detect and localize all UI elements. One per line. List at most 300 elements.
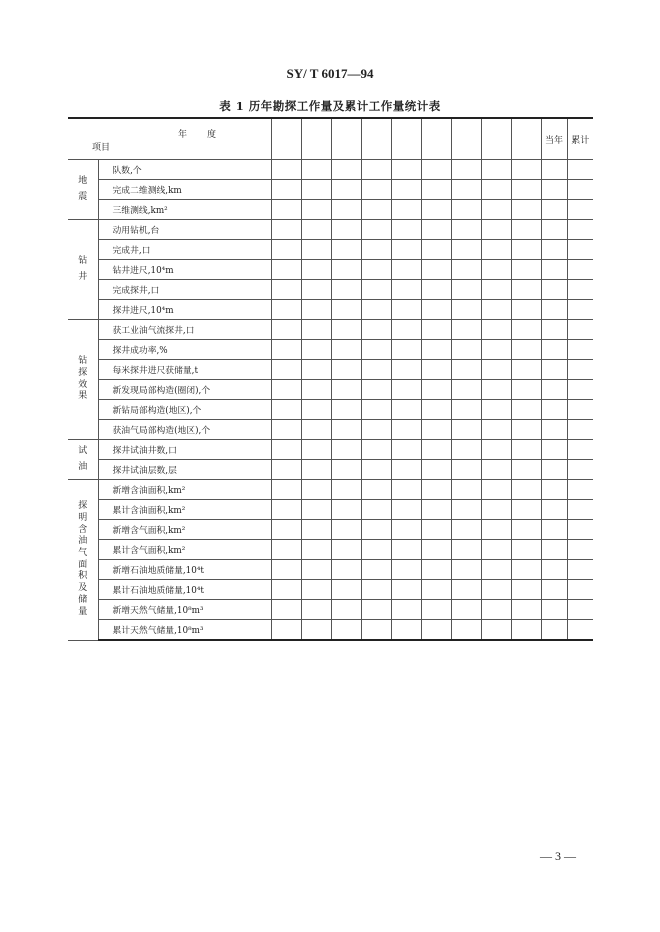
row-item-label: 新钻局部构造(地区),个 <box>98 400 271 420</box>
data-cell <box>331 340 361 360</box>
data-cell <box>301 420 331 440</box>
table-row <box>68 420 593 440</box>
data-cell <box>301 160 331 180</box>
data-cell <box>451 480 481 500</box>
data-cell <box>301 440 331 460</box>
table-row <box>68 440 593 460</box>
row-item-label: 探井试油井数,口 <box>98 440 271 460</box>
data-cell <box>541 600 567 620</box>
data-cell <box>541 440 567 460</box>
data-cell <box>481 440 511 460</box>
table-row <box>68 360 593 380</box>
data-cell <box>331 420 361 440</box>
data-cell <box>301 200 331 220</box>
data-cell <box>361 400 391 420</box>
data-cell <box>511 300 541 320</box>
data-cell <box>511 500 541 520</box>
data-cell <box>511 560 541 580</box>
data-cell <box>481 580 511 600</box>
data-cell <box>567 260 593 280</box>
data-cell <box>271 580 301 600</box>
data-cell <box>271 260 301 280</box>
data-cell <box>567 600 593 620</box>
data-cell <box>511 360 541 380</box>
data-cell <box>301 320 331 340</box>
row-item-label: 累计石油地质储量,10⁴t <box>98 580 271 600</box>
data-cell <box>421 380 451 400</box>
data-cell <box>301 500 331 520</box>
data-cell <box>271 540 301 560</box>
data-cell <box>361 340 391 360</box>
data-cell <box>481 360 511 380</box>
data-cell <box>541 320 567 340</box>
data-cell <box>301 220 331 240</box>
data-cell <box>541 520 567 540</box>
data-cell <box>421 480 451 500</box>
data-cell <box>421 500 451 520</box>
data-cell <box>421 400 451 420</box>
row-item-label: 累计含气面积,km² <box>98 540 271 560</box>
data-cell <box>481 420 511 440</box>
data-cell <box>451 380 481 400</box>
header-row <box>68 118 593 160</box>
data-cell <box>567 200 593 220</box>
data-cell <box>271 420 301 440</box>
row-group-label <box>68 480 98 641</box>
table-row <box>68 580 593 600</box>
year-cell <box>391 118 421 160</box>
data-cell <box>301 340 331 360</box>
row-item-label: 完成探井,口 <box>98 280 271 300</box>
data-cell <box>421 180 451 200</box>
data-cell <box>481 200 511 220</box>
data-cell <box>451 540 481 560</box>
data-cell <box>331 440 361 460</box>
data-cell <box>331 360 361 380</box>
row-group-label <box>68 220 98 320</box>
data-cell <box>271 500 301 520</box>
data-cell <box>391 320 421 340</box>
data-cell <box>361 240 391 260</box>
data-cell <box>331 280 361 300</box>
row-item-label: 累计天然气储量,10⁸m³ <box>98 620 271 641</box>
data-cell <box>511 420 541 440</box>
data-cell <box>511 480 541 500</box>
data-cell <box>421 240 451 260</box>
data-cell <box>421 320 451 340</box>
data-cell <box>391 420 421 440</box>
current-year-header: 当年 <box>541 118 567 160</box>
data-cell <box>331 400 361 420</box>
data-cell <box>301 520 331 540</box>
data-cell <box>361 460 391 480</box>
data-cell <box>511 520 541 540</box>
data-cell <box>511 340 541 360</box>
data-cell <box>481 500 511 520</box>
data-cell <box>301 560 331 580</box>
table-row <box>68 320 593 340</box>
data-cell <box>511 160 541 180</box>
data-cell <box>541 260 567 280</box>
data-cell <box>391 340 421 360</box>
data-cell <box>541 500 567 520</box>
data-cell <box>567 580 593 600</box>
data-cell <box>271 280 301 300</box>
table-row <box>68 520 593 540</box>
data-cell <box>567 560 593 580</box>
data-cell <box>481 240 511 260</box>
data-cell <box>541 360 567 380</box>
data-cell <box>331 520 361 540</box>
data-cell <box>271 620 301 641</box>
data-cell <box>391 380 421 400</box>
data-cell <box>361 420 391 440</box>
data-cell <box>451 420 481 440</box>
data-cell <box>391 520 421 540</box>
data-cell <box>421 520 451 540</box>
data-cell <box>567 420 593 440</box>
row-item-label: 动用钻机,台 <box>98 220 271 240</box>
data-cell <box>511 200 541 220</box>
row-group-text: 地震 <box>78 175 88 202</box>
data-cell <box>541 540 567 560</box>
data-cell <box>361 540 391 560</box>
data-cell <box>331 580 361 600</box>
data-cell <box>391 500 421 520</box>
data-cell <box>567 520 593 540</box>
data-cell <box>361 260 391 280</box>
data-cell <box>541 460 567 480</box>
year-label: 年度 <box>178 130 237 140</box>
data-cell <box>331 500 361 520</box>
data-cell <box>451 220 481 240</box>
data-cell <box>331 200 361 220</box>
data-cell <box>567 300 593 320</box>
table-row <box>68 620 593 641</box>
data-cell <box>421 360 451 380</box>
data-cell <box>271 520 301 540</box>
data-cell <box>451 300 481 320</box>
row-item-label: 队数,个 <box>98 160 271 180</box>
year-cell <box>451 118 481 160</box>
data-cell <box>391 360 421 380</box>
data-cell <box>451 520 481 540</box>
data-cell <box>567 160 593 180</box>
data-cell <box>511 620 541 641</box>
row-item-label: 获油气局部构造(地区),个 <box>98 420 271 440</box>
data-cell <box>361 560 391 580</box>
data-cell <box>301 460 331 480</box>
data-cell <box>301 580 331 600</box>
data-cell <box>541 280 567 300</box>
data-cell <box>271 400 301 420</box>
data-cell <box>301 240 331 260</box>
data-cell <box>331 180 361 200</box>
data-cell <box>301 360 331 380</box>
data-cell <box>511 320 541 340</box>
data-cell <box>361 160 391 180</box>
data-cell <box>481 520 511 540</box>
statistics-table <box>68 117 593 641</box>
table-row <box>68 500 593 520</box>
row-item-label: 新发现局部构造(圈闭),个 <box>98 380 271 400</box>
data-cell <box>271 160 301 180</box>
data-cell <box>271 320 301 340</box>
data-cell <box>567 220 593 240</box>
data-cell <box>541 240 567 260</box>
data-cell <box>361 320 391 340</box>
data-cell <box>301 600 331 620</box>
data-cell <box>541 340 567 360</box>
data-cell <box>567 400 593 420</box>
data-cell <box>391 560 421 580</box>
data-cell <box>511 260 541 280</box>
data-cell <box>421 200 451 220</box>
data-cell <box>567 280 593 300</box>
data-cell <box>481 600 511 620</box>
data-cell <box>567 500 593 520</box>
data-cell <box>421 620 451 641</box>
table-row <box>68 460 593 480</box>
data-cell <box>511 460 541 480</box>
data-cell <box>421 580 451 600</box>
data-cell <box>301 620 331 641</box>
data-cell <box>541 620 567 641</box>
data-cell <box>391 220 421 240</box>
row-item-label: 累计含油面积,km² <box>98 500 271 520</box>
row-group-text: 钻井 <box>78 255 88 282</box>
data-cell <box>511 380 541 400</box>
data-cell <box>451 180 481 200</box>
data-cell <box>451 320 481 340</box>
data-cell <box>391 600 421 620</box>
header-cell <box>68 118 271 160</box>
data-cell <box>331 480 361 500</box>
data-cell <box>301 380 331 400</box>
data-cell <box>271 600 301 620</box>
table-row <box>68 180 593 200</box>
table-row <box>68 340 593 360</box>
row-item-label: 每米探井进尺获储量,t <box>98 360 271 380</box>
data-cell <box>301 280 331 300</box>
row-item-label: 新增石油地质储量,10⁴t <box>98 560 271 580</box>
data-cell <box>421 280 451 300</box>
data-cell <box>391 280 421 300</box>
data-cell <box>301 300 331 320</box>
data-cell <box>271 460 301 480</box>
data-cell <box>511 240 541 260</box>
data-cell <box>301 540 331 560</box>
data-cell <box>567 620 593 641</box>
data-cell <box>451 240 481 260</box>
data-cell <box>331 300 361 320</box>
year-cell <box>361 118 391 160</box>
data-cell <box>391 460 421 480</box>
data-cell <box>541 400 567 420</box>
data-cell <box>511 180 541 200</box>
table-row <box>68 600 593 620</box>
table-row <box>68 220 593 240</box>
data-cell <box>271 560 301 580</box>
data-cell <box>331 620 361 641</box>
data-cell <box>567 360 593 380</box>
data-cell <box>511 280 541 300</box>
data-cell <box>331 240 361 260</box>
row-group-label <box>68 160 98 220</box>
data-cell <box>511 580 541 600</box>
data-cell <box>421 160 451 180</box>
row-item-label: 新增含气面积,km² <box>98 520 271 540</box>
table-row <box>68 540 593 560</box>
data-cell <box>391 240 421 260</box>
data-cell <box>481 480 511 500</box>
table-row <box>68 400 593 420</box>
data-cell <box>567 320 593 340</box>
data-cell <box>421 440 451 460</box>
data-cell <box>271 200 301 220</box>
data-cell <box>391 260 421 280</box>
data-cell <box>481 560 511 580</box>
row-item-label: 探井试油层数,层 <box>98 460 271 480</box>
data-cell <box>567 540 593 560</box>
data-cell <box>271 180 301 200</box>
data-cell <box>391 620 421 641</box>
data-cell <box>481 300 511 320</box>
data-cell <box>451 400 481 420</box>
data-cell <box>301 400 331 420</box>
data-cell <box>567 460 593 480</box>
row-item-label: 钻井进尺,10⁴m <box>98 260 271 280</box>
row-item-label: 获工业油气流探井,口 <box>98 320 271 340</box>
table-row <box>68 560 593 580</box>
data-cell <box>391 440 421 460</box>
data-cell <box>391 540 421 560</box>
data-cell <box>301 260 331 280</box>
table-row <box>68 280 593 300</box>
data-cell <box>361 480 391 500</box>
data-cell <box>421 600 451 620</box>
row-item-label: 三维测线,km² <box>98 200 271 220</box>
row-group-text: 钻探效果 <box>78 356 88 402</box>
row-group-text: 试油 <box>78 445 88 472</box>
data-cell <box>541 180 567 200</box>
data-cell <box>451 440 481 460</box>
data-cell <box>271 240 301 260</box>
data-cell <box>271 360 301 380</box>
data-cell <box>271 480 301 500</box>
data-cell <box>451 500 481 520</box>
data-cell <box>541 160 567 180</box>
data-cell <box>481 400 511 420</box>
data-cell <box>331 460 361 480</box>
table-row <box>68 380 593 400</box>
data-cell <box>481 180 511 200</box>
data-cell <box>391 400 421 420</box>
data-cell <box>481 320 511 340</box>
data-cell <box>481 160 511 180</box>
row-item-label: 新增天然气储量,10⁸m³ <box>98 600 271 620</box>
data-cell <box>451 260 481 280</box>
data-cell <box>541 380 567 400</box>
data-cell <box>451 600 481 620</box>
data-cell <box>511 600 541 620</box>
year-cell <box>481 118 511 160</box>
data-cell <box>391 480 421 500</box>
data-cell <box>421 540 451 560</box>
year-cell <box>421 118 451 160</box>
data-cell <box>421 300 451 320</box>
data-cell <box>271 380 301 400</box>
data-cell <box>331 600 361 620</box>
data-cell <box>271 340 301 360</box>
data-cell <box>361 300 391 320</box>
data-cell <box>331 320 361 340</box>
data-cell <box>361 220 391 240</box>
data-cell <box>301 180 331 200</box>
data-cell <box>331 380 361 400</box>
data-cell <box>541 300 567 320</box>
table-row <box>68 160 593 180</box>
data-cell <box>421 460 451 480</box>
data-cell <box>511 540 541 560</box>
data-cell <box>421 560 451 580</box>
data-cell <box>451 200 481 220</box>
data-cell <box>421 340 451 360</box>
data-cell <box>361 180 391 200</box>
table-row <box>68 260 593 280</box>
data-cell <box>451 560 481 580</box>
data-cell <box>481 540 511 560</box>
data-cell <box>361 380 391 400</box>
data-cell <box>451 620 481 641</box>
data-cell <box>567 480 593 500</box>
data-cell <box>301 480 331 500</box>
data-cell <box>481 380 511 400</box>
data-cell <box>391 580 421 600</box>
data-cell <box>481 280 511 300</box>
data-cell <box>567 380 593 400</box>
data-cell <box>361 520 391 540</box>
data-cell <box>421 420 451 440</box>
data-cell <box>511 220 541 240</box>
data-cell <box>391 160 421 180</box>
data-cell <box>481 620 511 641</box>
data-cell <box>567 240 593 260</box>
data-cell <box>331 260 361 280</box>
row-item-label: 探井成功率,% <box>98 340 271 360</box>
data-cell <box>511 400 541 420</box>
year-cell <box>301 118 331 160</box>
data-cell <box>541 580 567 600</box>
data-cell <box>541 420 567 440</box>
data-cell <box>567 440 593 460</box>
data-cell <box>421 260 451 280</box>
year-cell <box>511 118 541 160</box>
data-cell <box>541 480 567 500</box>
data-cell <box>451 460 481 480</box>
year-cell <box>271 118 301 160</box>
data-cell <box>361 280 391 300</box>
data-cell <box>451 160 481 180</box>
data-cell <box>361 620 391 641</box>
item-label: 项目 <box>92 143 111 153</box>
data-cell <box>361 580 391 600</box>
row-item-label: 探井进尺,10⁴m <box>98 300 271 320</box>
data-cell <box>271 300 301 320</box>
row-group-label <box>68 440 98 480</box>
page-number: — 3 — <box>540 849 576 863</box>
row-item-label: 完成井,口 <box>98 240 271 260</box>
